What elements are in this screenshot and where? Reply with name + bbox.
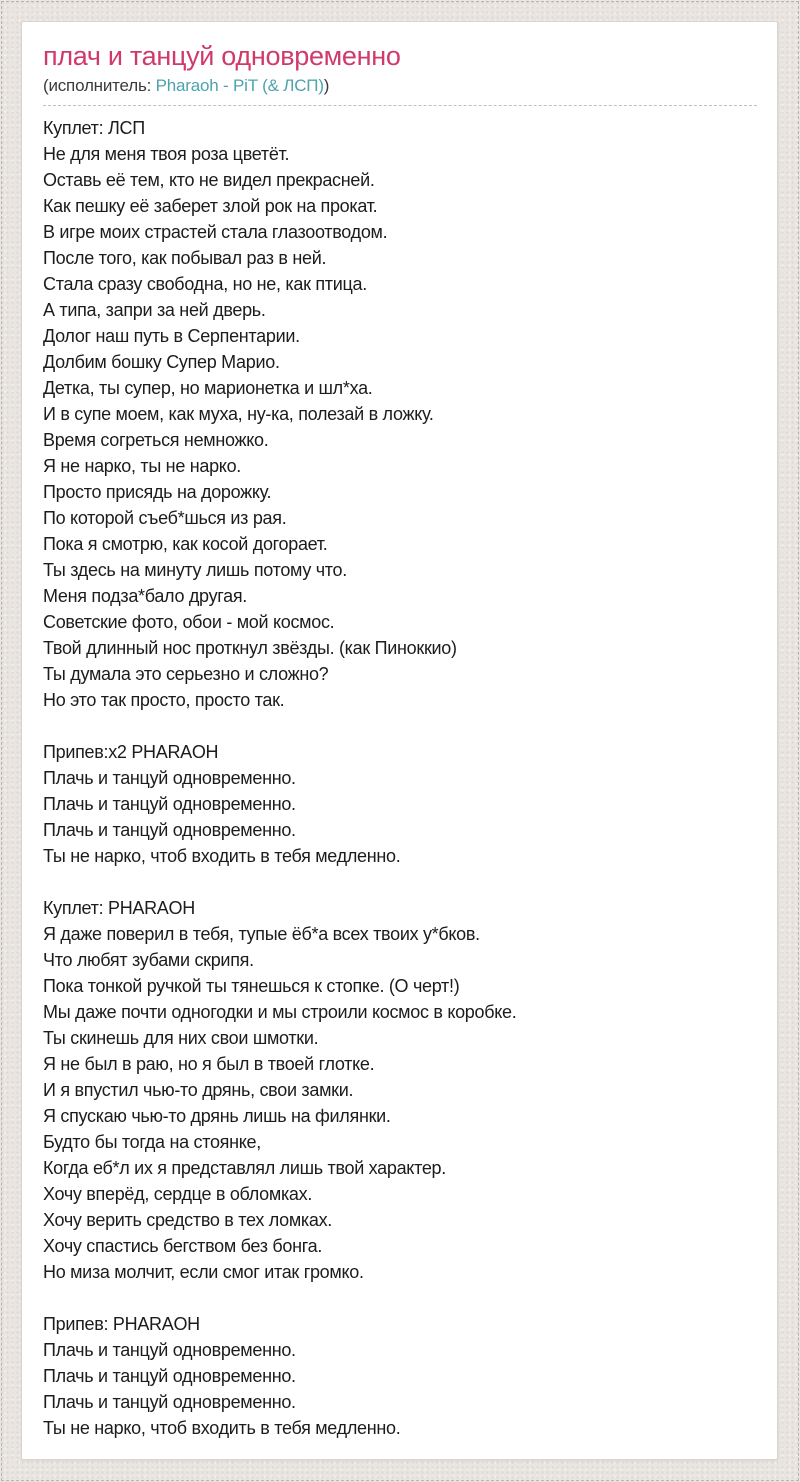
lyrics-line: Стала сразу свободна, но не, как птица. (43, 274, 367, 294)
lyrics-line: В игре моих страстей стала глазоотводом. (43, 222, 388, 242)
lyrics-line: Советские фото, обои - мой космос. (43, 612, 335, 632)
lyrics-line: Хочу верить средство в тех ломках. (43, 1210, 332, 1230)
lyrics-line: Я даже поверил в тебя, тупые ёб*а всех твоих у*бков. (43, 924, 480, 944)
lyrics-blank-line (43, 713, 757, 739)
lyrics-line: Ты не нарко, чтоб входить в тебя медленно. (43, 846, 401, 866)
lyrics-line: Детка, ты супер, но марионетка и шл*ха. (43, 378, 373, 398)
lyrics-line: Как пешку её заберет злой рок на прокат. (43, 196, 378, 216)
lyrics-line: А типа, запри за ней дверь. (43, 300, 266, 320)
lyrics-line: И в супе моем, как муха, ну-ка, полезай в ложку. (43, 404, 434, 424)
artist-line (43, 75, 757, 106)
lyrics-line: По которой съеб*шься из рая. (43, 508, 287, 528)
lyrics-line: Твой длинный нос проткнул звёзды. (как Пиноккио) (43, 638, 457, 658)
lyrics-card (21, 21, 778, 1460)
lyrics-line: Просто присядь на дорожку. (43, 482, 272, 502)
lyrics-line: Хочу вперёд, сердце в обломках. (43, 1184, 313, 1204)
lyrics-line: Плачь и танцуй одновременно. (43, 1366, 296, 1386)
lyrics-line: Я спускаю чью-то дрянь лишь на филянки. (43, 1106, 391, 1126)
lyrics-blank-line (43, 869, 757, 895)
lyrics-line: Плачь и танцуй одновременно. (43, 768, 296, 788)
lyrics-line: Я не нарко, ты не нарко. (43, 456, 241, 476)
lyrics-line: Куплет: ЛСП (43, 118, 145, 138)
lyrics-line: Плачь и танцуй одновременно. (43, 1340, 296, 1360)
lyrics-line: Долог наш путь в Серпентарии. (43, 326, 300, 346)
lyrics-line: Но миза молчит, если смог итак громко. (43, 1262, 364, 1282)
lyrics-line: Но это так просто, просто так. (43, 690, 285, 710)
lyrics-line: Куплет: PHARAOH (43, 898, 195, 918)
lyrics-line: Время согреться немножко. (43, 430, 269, 450)
lyrics-line: Оставь её тем, кто не видел прекрасней. (43, 170, 375, 190)
lyrics-line: Плачь и танцуй одновременно. (43, 794, 296, 814)
lyrics-line: Ты скинешь для них свои шмотки. (43, 1028, 319, 1048)
lyrics-line: Припев: PHARAOH (43, 1314, 200, 1334)
lyrics-line: Хочу спастись бегством без бонга. (43, 1236, 323, 1256)
lyrics (43, 115, 757, 1441)
lyrics-line: Плачь и танцуй одновременно. (43, 1392, 296, 1412)
lyrics-line: И я впустил чью-то дрянь, свои замки. (43, 1080, 354, 1100)
lyrics-line: Когда еб*л их я представлял лишь твой характер. (43, 1158, 446, 1178)
artist-label: (исполнитель: (43, 76, 156, 95)
artist-link[interactable]: Pharaoh - PiT (& ЛСП) (155, 76, 324, 95)
lyrics-line: Меня подза*бало другая. (43, 586, 247, 606)
lyrics-line: Я не был в раю, но я был в твоей глотке. (43, 1054, 375, 1074)
lyrics-blank-line (43, 1285, 757, 1311)
lyrics-line: Пока тонкой ручкой ты тянешься к стопке. (О черт!) (43, 976, 460, 996)
lyrics-line: Ты здесь на минуту лишь потому что. (43, 560, 347, 580)
lyrics-line: Будто бы тогда на стоянке, (43, 1132, 261, 1152)
lyrics-line: Припев:x2 PHARAOH (43, 742, 219, 762)
lyrics-line: Мы даже почти одногодки и мы строили космос в коробке. (43, 1002, 517, 1022)
lyrics-line: Не для меня твоя роза цветёт. (43, 144, 290, 164)
song-title: плач и танцуй одновременно (43, 41, 401, 71)
artist-suffix: ) (323, 76, 330, 95)
lyrics-line: Плачь и танцуй одновременно. (43, 820, 296, 840)
lyrics-line: Ты не нарко, чтоб входить в тебя медленно. (43, 1418, 401, 1438)
lyrics-line: После того, как побывал раз в ней. (43, 248, 327, 268)
lyrics-line: Долбим бошку Супер Марио. (43, 352, 280, 372)
lyrics-line: Ты думала это серьезно и сложно? (43, 664, 329, 684)
lyrics-line: Что любят зубами скрипя. (43, 950, 254, 970)
lyrics-line: Пока я смотрю, как косой догорает. (43, 534, 328, 554)
